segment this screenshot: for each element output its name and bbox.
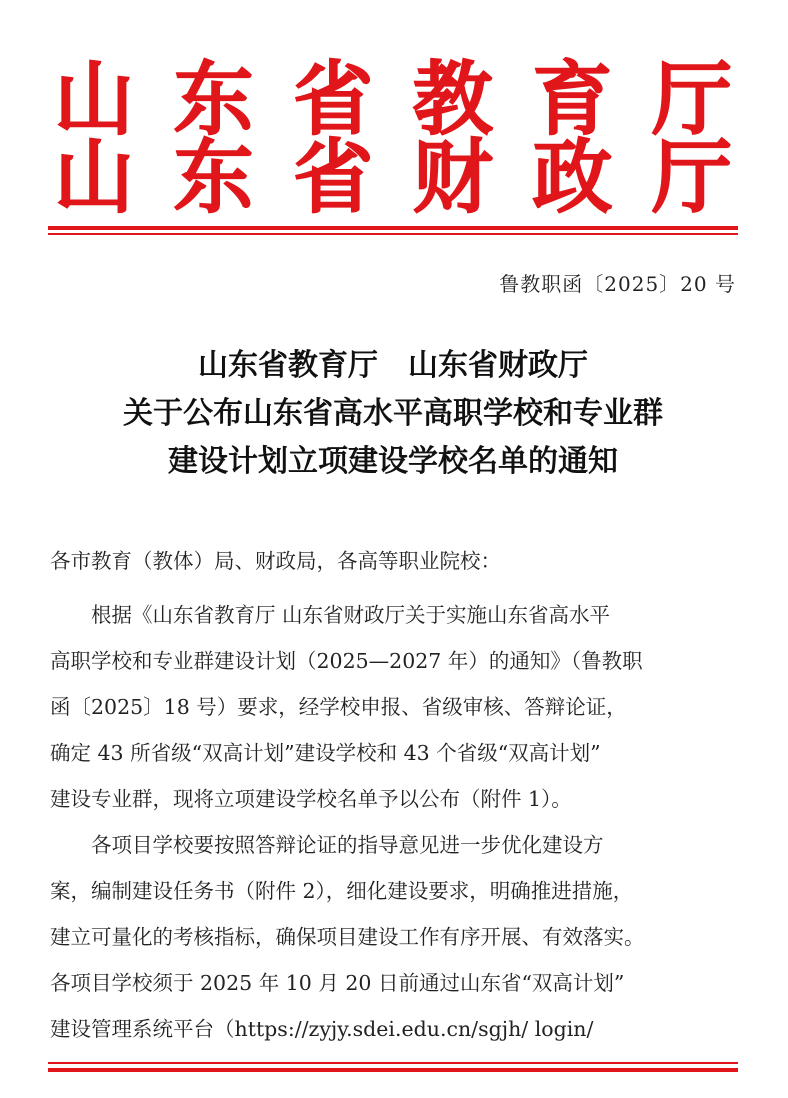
- paragraph-line: 高职学校和专业群建设计划（2025—2027 年）的通知》（鲁教职: [50, 649, 643, 673]
- paragraph-line: 建立可量化的考核指标，确保项目建设工作有序开展、有效落实。: [50, 925, 645, 949]
- paragraph-line: 建设管理系统平台（https://zyjy.sdei.edu.cn/sgjh/ login/: [50, 1017, 594, 1041]
- paragraph-line: 建设专业群，现将立项建设学校名单予以公布（附件 1）。: [50, 787, 572, 811]
- footer-divider-thick: [48, 1068, 738, 1072]
- masthead-char: 山: [54, 53, 134, 146]
- footer-divider-thin: [48, 1062, 738, 1064]
- masthead-char: 教: [412, 53, 493, 146]
- paragraph-line: 函〔2025〕18 号）要求，经学校申报、省级审核、答辩论证，: [50, 695, 627, 719]
- title-line: 山东省教育厅 山东省财政厅: [198, 348, 588, 383]
- masthead-line-education: [48, 53, 738, 146]
- masthead-char: 育: [532, 53, 613, 146]
- salutation: 各市教育（教体）局、财政局，各高等职业院校：: [50, 549, 501, 573]
- title-line: 建设计划立项建设学校名单的通知: [168, 444, 618, 479]
- paragraph-line: 确定 43 所省级“双高计划”建设学校和 43 个省级“双高计划”: [50, 741, 601, 765]
- masthead-char: 省: [293, 53, 374, 146]
- title-line: 关于公布山东省高水平高职学校和专业群: [123, 396, 663, 431]
- document-number: 鲁教职函〔2025〕20 号: [499, 272, 736, 296]
- masthead-char: 山: [54, 131, 134, 224]
- masthead-line-finance: [48, 131, 738, 224]
- paragraph-line: 各项目学校要按照答辩论证的指导意见进一步优化建设方: [50, 833, 604, 857]
- masthead-char: 政: [532, 131, 613, 224]
- masthead-char: 厅: [651, 53, 732, 146]
- masthead-char: 东: [173, 53, 254, 146]
- masthead-char: 省: [293, 131, 374, 224]
- masthead-divider-thick: [48, 226, 738, 230]
- masthead-divider-thin: [48, 233, 738, 235]
- paragraph-line: 案，编制建设任务书（附件 2），细化建设要求，明确推进措施，: [50, 879, 634, 903]
- paragraph-line: 各项目学校须于 2025 年 10 月 20 日前通过山东省“双高计划”: [50, 971, 625, 995]
- document-title: [48, 342, 738, 486]
- masthead-char: 财: [412, 131, 493, 224]
- paragraph-line: 根据《山东省教育厅 山东省财政厅关于实施山东省高水平: [50, 603, 611, 627]
- masthead-char: 东: [173, 131, 254, 224]
- masthead-char: 厅: [651, 131, 732, 224]
